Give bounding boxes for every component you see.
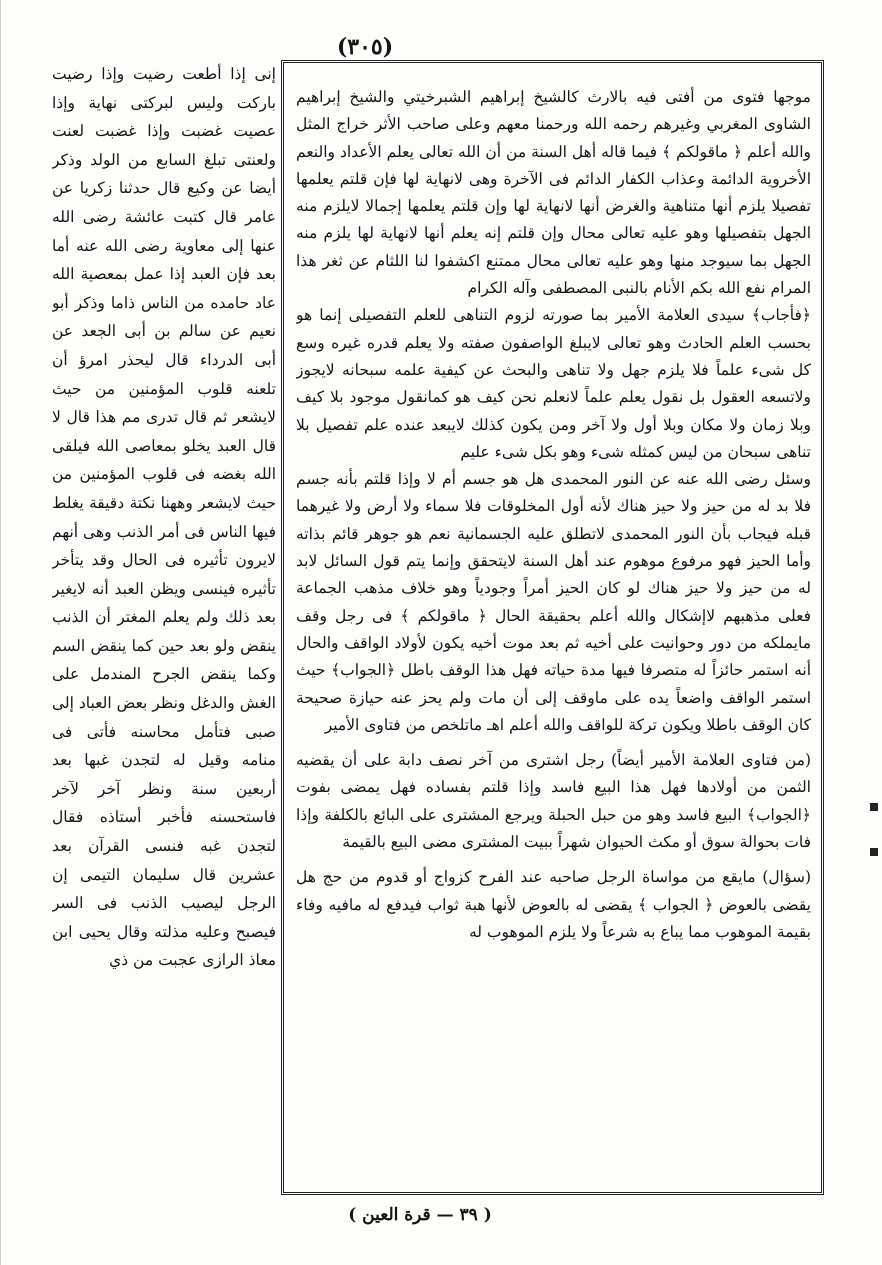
fatwa-question-paragraph: موجها فتوى من أفتى فيه بالارث كالشيخ إبراهيم الشبرخيتي والشيخ إبراهيم الشاوى المغربي وغيرهم رحمه الله ورحمنا معهم وعلى صاحب الأثر خراج المثل والله أعلم ﴿ ماقولكم ﴾ فيما قاله أهل السنة من أن الله تعالى يعلم الأعداد والنعم الأخروية الدائمة وعذاب الكفار الدائم فى الآخرة وهى لانهاية لها فإن قلتم يعلمها تفصيلا يلزم أنها متناهية والغرض أنها لانهاية لها وإن قلتم يعلمها إجمالا لايلزم منه الجهل بتفصيلها وهو عليه تعالى محال وإن قلتم إنه يعلم أنها لانهاية لها يلزم منه الجهل بما سيوجد منها وهو عليه تعالى محال ممتنع اكشفوا لنا اللثام عن ثغر هذا المرام نفع الله بكم الأنام بالنبى المصطفى وآله الكرام — [296, 88, 811, 298]
page-number: (٣٠٥) — [336, 34, 394, 60]
margin-mark — [870, 848, 878, 856]
fatwa-sale-paragraph: (من فتاوى العلامة الأمير أيضاً) رجل اشترى من آخر نصف دابة على أن يقضيه الثمن من أولادها فهل هذا البيع فاسد وإذا قلتم بفساده فهل يمضى بفوت ﴿الجواب﴾ البيع فاسد وهو من حبل الحبلة ويرجع المشترى على البائع بالكلفة وإذا فات بحوالة سوق أو مكث الحيوان شهراً ببيت المشترى مضى البيع بالقيمة — [296, 751, 811, 852]
page-footer: ( ٣٩ — قرة العين ) — [348, 1205, 492, 1225]
fatwa-nur-paragraph: وسئل رضى الله عنه عن النور المحمدى هل هو جسم أم لا وإذا قلتم بأنه جسم فلا بد له من حيز ولا حيز هناك لأنه أول المخلوقات فلا سماء ولا أرض ولا غيرهما قبله فيجاب بأن النور المحمدى لاتطلق عليه الجسمانية نعم هو جوهر قائم بذاته وأما الحيز فهو مرفوع موهوم عند أهل السنة لايتحقق وإنما يتم قول السائل لابد له من حيز ولا حيز هناك لو كان الحيز أمراً وجودياً وهو خلاف مذهب الجماعة فعلى مذهبهم لاإشكال والله أعلم بحقيقة الحال ﴿ ماقولكم ﴾ فى رجل وقف مايملكه من دور وحوانيت على أخيه ثم بعد موت أخيه يكون لأولاد الواقف والحال أنه استمر حائزاً له متصرفا فيها مدة حياته فهل هذا الوقف باطل ﴿الجواب﴾ حيث استمر الواقف واضعاً يده على ماوقف إلى أن مات ولم يحز عنه حيازة صحيحة كان الوقف باطلا ويكون تركة للواقف والله أعلم اهـ ماتلخص من فتاوى الأمير — [296, 470, 811, 734]
margin-text: إنى إذا أطعت رضيت وإذا رضيت باركت وليس لبركتى نهاية وإذا عصيت غضبت وإذا غضبت لعنت ولعنتى تبلغ السابع من الولد وذكر أيضا عن وكيع قال حدثنا زكريا عن عامر قال كتبت عائشة رضى الله عنها إلى معاوية رضى الله عنه أما بعد فإن العبد إذا عمل بمعصية الله عاد حامده من الناس ذاما وذكر أبو نعيم عن سالم بن أبى الجعد عن أبى الدرداء قال ليحذر امرؤ أن تلعنه قلوب المؤمنين من حيث لايشعر ثم قال تدرى مم هذا قال لا قال العبد يخلو بمعاصى الله فيلقى الله بغضه فى قلوب المؤمنين من حيث لايشعر وههنا نكتة دقيقة يغلط فيها الناس فى أمر الذنب وهى أنهم لايرون تأثيره فى الحال وقد يتأخر تأثيره فينسى ويظن العبد أنه لايغير بعد ذلك ولم يعلم المغتر أن الذنب ينقض ولو بعد حين كما ينقض السم وكما ينقض الجرح المندمل على الغش والدغل ونظر بعض العباد إلى صبى فتأمل محاسنه فأتى فى منامه وقيل له لتجدن غبها بعد أربعين سنة ونظر آخر لآخر فاستحسنه فأخبر أستاذه فقال لتجدن غبه فنسى القرآن بعد عشرين قال سليمان التيمى إن الرجل ليصيب الذنب فى السر فيصبح وعليه مذلته وقال يحيى ابن معاذ الرازى عجبت من ذي — [52, 65, 276, 970]
fatwa-gift-paragraph: (سؤال) مايقع من مواساة الرجل صاحبه عند الفرح كزواج أو قدوم من حج هل يقضى بالعوض ﴿ الجواب ﴾ يقضى له بالعوض لأنها هبة ثواب فيدفع له مافيه وفاء بقيمة الموهوب مما يباع به شرعاً ولا يلزم الموهوب له — [296, 868, 811, 941]
page-edge — [0, 0, 1, 1265]
fatwa-answer-paragraph: ﴿فأجاب﴾ سيدى العلامة الأمير بما صورته لزوم التناهى للعلم التفصيلى إنما هو بحسب العلم الحادث وهو تعالى لايبلغ الواصفون صفته ولا يعلم قدره غيره وسع كل شىء علماً فلا يلزم جهل ولا تناهى والبحث عن كيفية علمه سبحانه لايجوز ولاتسعه العقول بل نقول يعلم علماً لانعلم نحن كيف هو كمانقول موجود بلا كيف وبلا زمان ولا مكان وبلا أول ولا آخر ومن يكون كذلك لايبعد عنده علم تفصيل بلا تناهى سبحان من ليس كمثله شىء وهو بكل شىء عليم — [296, 306, 811, 461]
main-text-column — [296, 84, 811, 1184]
margin-text-column — [52, 60, 276, 1195]
margin-mark — [870, 803, 878, 811]
